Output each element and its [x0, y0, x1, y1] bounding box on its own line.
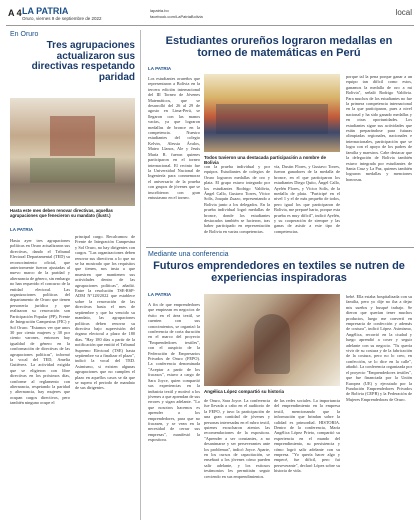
left-kicker: En Oruro [10, 31, 39, 38]
right-column-2: con la prueba individual y por equipos. Estudiantes de colegios de Oruro lograron medallas de oro y plata. El grupo estuvo integrado por los estudiantes Rodrigo Valdivia, Ángel Callo, Gustavo Torres, Víctor Solís, Joaquín Zuazo, representando a Bolivia junto a los delegados. En la prueba individual logró medallas de bronce, donde los estudiantes destacados también se lucieron, tras haber participado en representación de Bolivia en varias competencias. [204, 164, 270, 234]
right-column-1: Los estudiantes orureños que representaron a Bolivia en la tercera edición internacional del III Torneo de Jóvenes Matemáticos, que se desarrolló del 26 al 29 de agosto en Lima-Perú, se llegaron con las manos vacías, ya que lograron medallas de bronce en la competencia. Nuestro estudiantes del colegio Kelvin, Alessia Ávalos, Mateo Llanos, Ale y Jesús María R. fueron quienes participaron en el torneo internacional. El recinto fue la Universidad Nacional de Ingeniería para conmemorar el aniversario de la prueba con grupos de jóvenes que se inscribieron con gran entusiasmo en el torneo. [148, 76, 200, 200]
newspaper-logo: LA PATRIA [22, 6, 69, 16]
bottom-kicker: Mediante una conferencia [148, 251, 229, 258]
bottom-column-4: bebé. Ella estaba hospitalizada con su familia, pero yo dije no iba a dejar mis sueños y busqué trabajo. Se dieron que querían tener muchos productos, luego me convertí en empresaria de confección y además de costura", indicó López. Asimismo, Angélica, recorrió en la ciudad y luego aprendió a coser y seguir adelante con su negocio. "Tu quería vivir de su costura y de la fabricación de la costura, pero no lo creo, en confección, se lo dice en la calle", añadió. La conferencia organizada por el proyecto "Emprendedores textiles", que fue financiada por la Unión Europea (UE) y ejecutado por la Fundación Emprendedores Privados de Bolivia (CEPB) y la Federación de Mujeres Emprendedoras de Oruro. [346, 294, 412, 402]
left-column-1: Hasta ayer tres agrupaciones políticas en Oruro actualizaron sus directivas, dando el Tribunal Electoral Departamental (TED) su reconocimiento oficial, que anteriormente fueron ajustadas al nuevo marco de la paridad y alternancia de género, sin embargo no han requerido el concurso de la entidad electoral. Las organizaciones políticas del departamento de Oruro que tienen personería jurídica y que realizaron su renovación son Participación Popular (PP), Frente de Integración Campesina (FIC) y Sol Oruro. "Estamos ver que unos 30 por ciento mujeres y 30 por ciento varones, entonces hay igualdad de género en la conformación de directivas de las agrupaciones políticas", informó la vocal del TED, Amelia Gutiérrez. La actividad exigida que se eligieron con libre directivas en los próximos días, conforme al reglamento con alternancia, respetando la paridad y alternancia, hay mujeres que ocupan cargos directivos, pero también ninguno ocupe el [10, 238, 70, 406]
website-info: lapatria.bo facebook.com/LaPatriaBolivia [150, 8, 203, 19]
left-photo [10, 98, 135, 206]
section-name: local [395, 8, 412, 17]
right-tag: LA PATRIA [148, 66, 172, 71]
bottom-column-3: de las redes sociales. La importancia del emprendimiento en la empresa textil, mencionando que la información que brindan sobre la calidad es primordial. HISTORIA. Dentro de la conferencia, María Angélica López Prieto, compartió su experiencia en el mundo del emprendimiento, su persistencia y cómo logró salir adelante con su empresa. "Yo quería hacer algo y empecé, fue difícil, pero fui perseverante", declaró López sobre su historia de vida. [274, 398, 340, 474]
right-column-4: porque tal la pena porque ganar a un equipo tan difícil como estos, ganamos la medalla de oro a mi Bolivia", señaló Rodrigo Valdivia. Para muchos de los estudiantes no fue la primera competencia internacional en la que participaron, pues a nivel nacional y ha sido ganado medallas y en otras oportunidades. Los estudiantes sigue sus actividades que están preparándose para futuras olimpiadas regionales, nacionales e internacionales, participación que se logra con el apoyo de los padres de familia y maestros. Cabe destacar que la delegación de Bolivia también estuvo integrada por estudiantes de Santa Cruz y La Paz, quienes también lograron medallas y menciones honrosas. [346, 74, 412, 182]
section-divider [146, 247, 414, 248]
left-tag: LA PATRIA [10, 227, 34, 232]
bottom-column-1: A fin de que emprendedores que empiezan en negocios de éxito en el área textil, se cuenten con sus conocimientos, se organizó la conferencia de corta duración en el marco del proyecto "Emprendedores textiles", con el auspicio de la Federación de Empresarios Privados de Oruro (FEPO). La conferencia denominada "Aceptar a partir de los fracasos", estuvo a cargo de Sara Joyce, quien compartió sus experiencias en la industria textil y motivó a los jóvenes a que aprendan de sus errores y sigan adelante. "Lo que nosotros hacemos es aprender a los emprendedores, para que no fracasen, y se vean en la necesidad de cerrar sus empresas", manifestó la expositora. [148, 302, 200, 443]
bottom-caption: Angélica López compartió su historia [204, 389, 285, 394]
bottom-column-2: de Oruro, Sara Joyce. La conferencia fue llevada a cabo en el auditorio de la FEPO, y tuvo la participación de una gran cantidad de jóvenes y personas interesadas en el rubro textil, quienes escucharon atentos las recomendaciones de la expositora. "Aprender a ser constantes, a no desanimarse y ser perseverantes ante los problemas", indicó Joyce. Aparte, en los cursos de capacitación, se enseñará a los jóvenes cómo pueden salir adelante, y los exitosos testimonios les permitirán seguir creciendo en sus emprendimientos. [204, 398, 270, 479]
right-column-3: vía, Dustin Flores, y Gustavo Torres, fueron ganadores de la medalla de bronce, en el que participaron los estudiantes Diego Quito, Ángel Callo, Ayelén Flores, y Víctor Solís, de la medalla de plata. "Participé en el nivel 1 y el de más pequeño de todos, pero igual los que participaron de Bolivia, me preparé harto, porque esta prueba es muy difícil", indicó Ayelén, y su cooperación de siempre y las ganas de asistir a este tipo de competencias. [274, 164, 340, 234]
right-caption: Todos tuvieron una destacada participación a nombre de Bolivia [204, 155, 326, 165]
left-column-2: principal cargo. Recalcamos: de Frente de Integración Campesina y Sol Oruro, no hay dirigentes con cargos. "Las organizaciones deben renovar sus directivas a lo que no se ha mostrado que los requisitos que tienen, nos insta a que muestren que mantienen sus actividades dentro de las agrupaciones políticas", añadió. Entre la resolución TSE-RSP-ADM N°128/2022 que establece sobre la renovación de las directivas hasta el mes de septiembre y que ha vencido su mandato, las agrupaciones políticas deben renovar su directiva bajo supervisión del órgano electoral a plazo de 180 días. "Hay 180 días a partir de la notificación que emitió el Tribunal Supremo Electoral (TSE) hasta septiembre va a finalizar el plazo", indicó la vocal del TED. Asimismo, si existen algunas agrupaciones que no cumplen el plazo en aquellos casos se da que se supera el periodo de mandato de sus dirigentes. [75, 234, 135, 391]
header-divider [6, 25, 414, 26]
page-number: A 4 [8, 8, 22, 18]
bottom-headline: Futuros emprendedores en textiles se nutren de experiencias inspiradoras [153, 260, 405, 284]
bottom-tag: LA PATRIA [148, 292, 172, 297]
issue-date: Oruro, viernes 9 de septiembre de 2022 [22, 16, 102, 21]
bottom-photo [204, 294, 340, 386]
left-headline: Tres agrupaciones actualizaron sus directivas respetando paridad [31, 40, 135, 83]
left-caption: Hasta este mes deben renovar directivas, aquellas agrupaciones que fenecieron su mandato (ilustr.) [10, 208, 113, 218]
column-divider [140, 30, 141, 520]
right-photo [204, 74, 340, 152]
right-headline: Estudiantes orureños lograron medallas en torneo de matemáticas en Perú [165, 35, 393, 59]
